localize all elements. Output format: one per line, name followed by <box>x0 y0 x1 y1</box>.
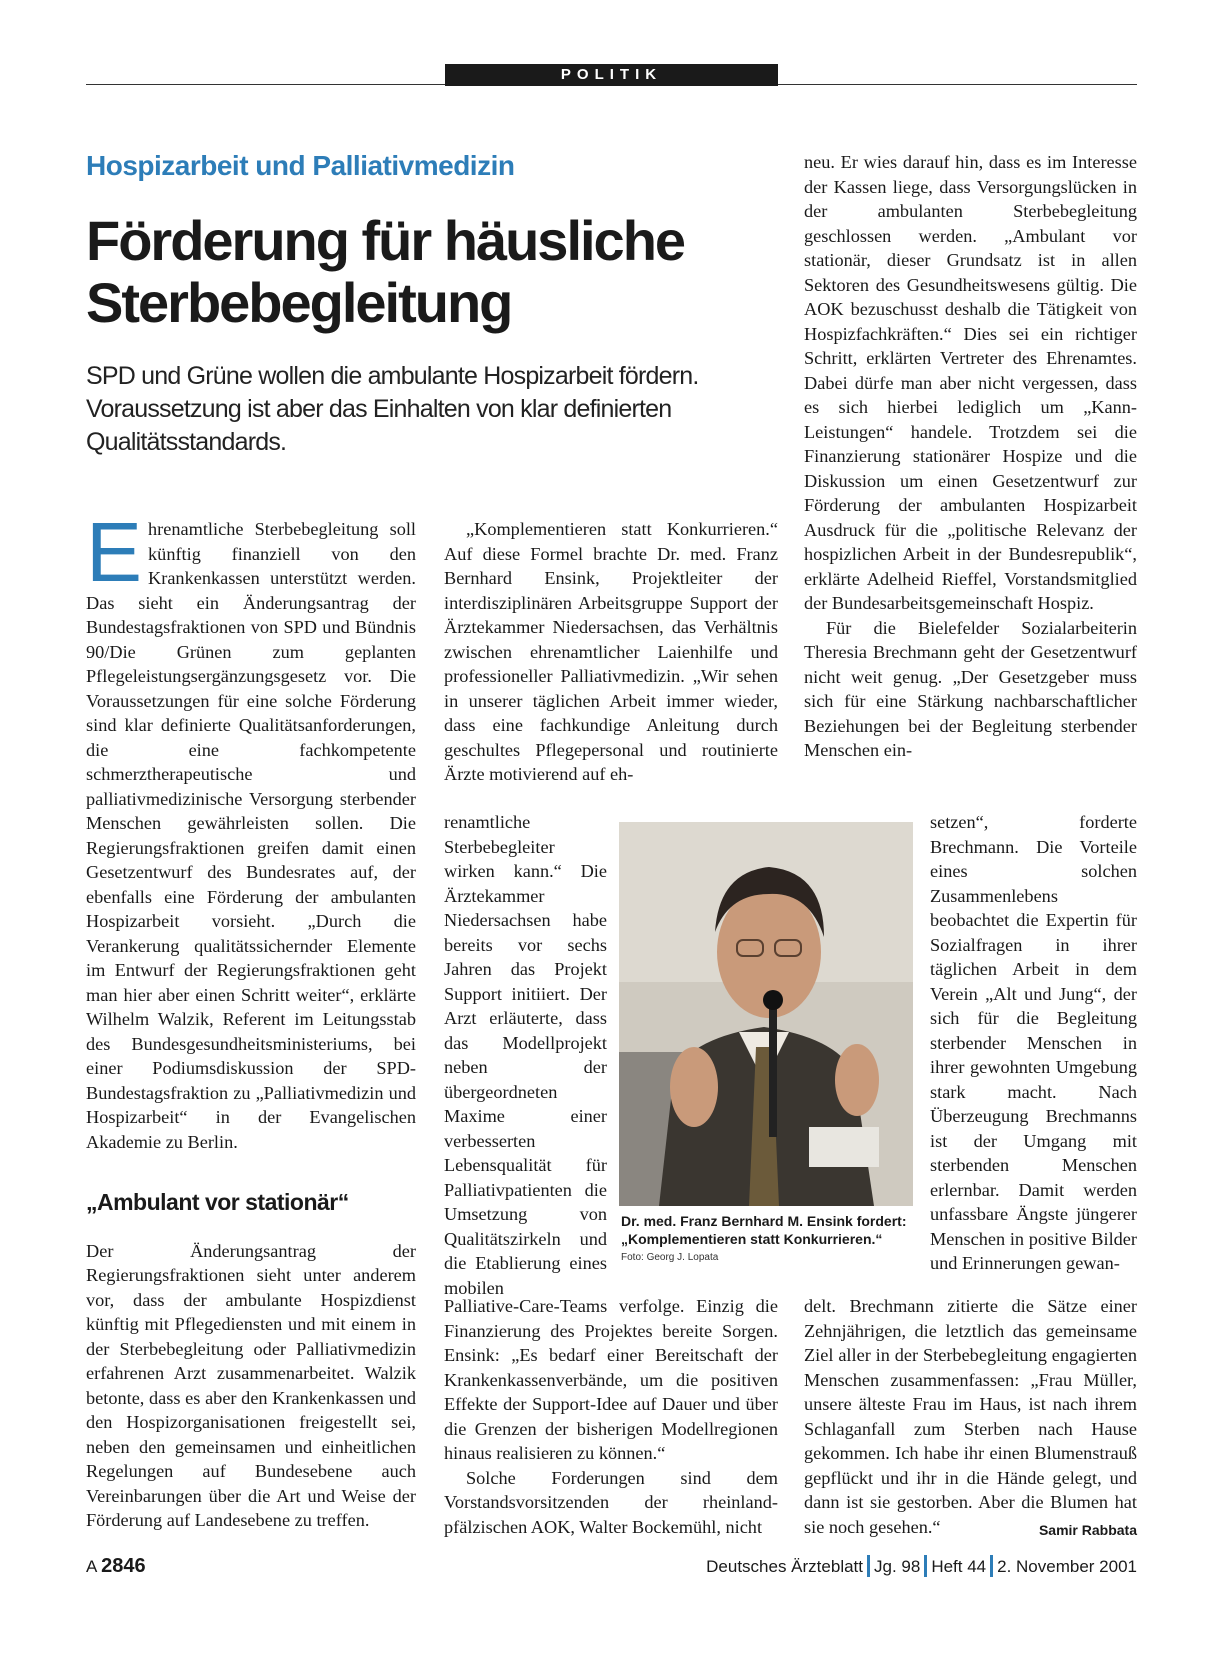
paragraph: setzen“, forderte Brechmann. Die Vorteile eines solchen Zusammenlebens beobachtet die Expertin für Sozialfragen in ihrer täglichen Arbeit in dem Verein „Alt und Jung“, der sich für die Begleitung sterbender Menschen in ihrer gewohnten Umgebung stark macht. Nach Überzeugung Brechmanns ist der Umgang mit sterbenden Menschen erlernbar. Damit werden unfassbare Ängste jüngerer Menschen in positive Bilder und Erinnerungen gewan- <box>930 812 1137 1273</box>
page-prefix: A <box>86 1557 97 1576</box>
paragraph: Der Änderungsantrag der Regierungsfraktionen sieht unter anderem vor, dass der ambulante Hospizdienst künftig mit Pflegediensten und mit einem in der Sterbebegleitung oder Palliativmedizin erfahrenen Arzt zusammenarbeitet. Walzik betonte, dass es aber den Krankenkassen und den Hospizorganisationen freigestellt sei, neben den gemeinsamen und einheitlichen Regelungen auf Bundesebene auch Vereinbarungen über die Art und Weise der Förderung auf Landesebene zu treffen. <box>86 1240 416 1530</box>
photo-caption <box>621 1212 921 1263</box>
article-kicker: Hospizarbeit und Palliativmedizin <box>86 150 515 181</box>
drop-cap: E <box>86 505 143 599</box>
caption-line-1: Dr. med. Franz Bernhard M. Ensink fordert: <box>621 1213 907 1229</box>
subheading: „Ambulant vor stationär“ <box>86 1189 349 1215</box>
paragraph: Für die Bielefelder Sozialarbeiterin Theresia Brechmann geht der Gesetzentwurf nicht weit genug. „Der Gesetzgeber muss sich für eine Stärkung nachbarschaftlicher Beziehungen bei der Begleitung sterbender Menschen ein- <box>804 617 1137 760</box>
separator <box>924 1555 927 1577</box>
separator <box>990 1555 993 1577</box>
column-3-bottom <box>804 1294 1137 1542</box>
separator <box>867 1555 870 1577</box>
section-label: POLITIK <box>445 64 778 86</box>
issue: Heft 44 <box>931 1557 987 1576</box>
headline-line-2: Sterbebegleitung <box>86 271 512 334</box>
caption-line-2: „Komplementieren statt Konkurrieren.“ <box>621 1231 883 1247</box>
closing-text: delt. Brechmann zitierte die Sätze einer Zehnjährigen, die letztlich das gemeinsame Ziel aller in der Sterbebegleitung engagierten Menschen zusammenfassen: „Frau Müller, unsere älteste Frau im Haus, ist nach ihrem Schlaganfall zum Sterben nach Hause gekommen. Ich habe ihr einen Blumenstrauß gepflückt und ihr in die Hände gelegt, und dann ist sie gestorben. Aber die Blumen hat sie noch gesehen.“ <box>804 1296 1137 1537</box>
paragraph: renamtliche Sterbebegleiter wirken kann.“ Die Ärztekammer Niedersachsen habe bereits vor sechs Jahren das Projekt Support initiiert. Der Arzt erläuterte, dass das Modellprojekt neben der übergeordneten Maxime einer verbesserten Lebensqualität für Palliativpatienten die Umsetzung von Qualitätszirkeln und die Etablierung eines mobilen <box>444 812 607 1298</box>
paragraph <box>804 1294 1137 1539</box>
paragraph: Solche Forderungen sind dem Vorstandsvorsitzenden der rheinland-pfälzischen AOK, Walter Bockemühl, nicht <box>444 1467 778 1537</box>
page-number-value: 2846 <box>101 1555 146 1577</box>
headline-line-1: Förderung für häusliche <box>86 209 685 272</box>
photo-credit: Foto: Georg J. Lopata <box>621 1252 719 1263</box>
column-1 <box>86 505 416 1533</box>
column-2-bottom <box>444 1294 778 1539</box>
intro-text: hrenamtliche Sterbebegleitung soll künftig finanziell von den Krankenkassen unterstützt werden. Das sieht ein Änderungsantrag der Bundestagsfraktionen von SPD und Bündnis 90/Die Grünen zum geplanten Pflegeleistungsergänzungsgesetz vor. Die Voraussetzungen für eine solche Förderung sind klar definierte Qualitätsanforderungen, die eine fachkompetente schmerztherapeutische und palliativmedizinische Versorgung sterbender Menschen gewährleisten sollen. Die Regierungsfraktionen greifen damit einen Gesetzentwurf des Bundesrates auf, der ebenfalls eine Förderung der ambulanten Hospizarbeit vorsieht. „Durch die Verankerung qualitätssichernder Elemente im Entwurf der Regierungsfraktionen geht man hier aber einen Schritt weiter“, erklärte Wilhelm Walzik, Referent im Leitungsstab des Bundesgesundheitsministeriums, bei einer Podiumsdiskussion der SPD-Bundestagsfraktion zu „Palliativmedizin und Hospizarbeit“ in der Evangelischen Akademie zu Berlin. <box>86 519 416 1152</box>
volume: Jg. 98 <box>874 1557 921 1576</box>
column-3-narrow <box>930 810 1137 1276</box>
issue-date: 2. November 2001 <box>997 1557 1137 1576</box>
page-number <box>86 1555 146 1578</box>
author-name: Samir Rabbata <box>1038 1521 1137 1538</box>
journal-footer <box>706 1555 1137 1577</box>
column-3 <box>804 150 1137 763</box>
article-photo <box>619 822 913 1206</box>
column-2-narrow <box>444 810 607 1300</box>
article-deck: SPD und Grüne wollen die ambulante Hospizarbeit fördern. Voraussetzung ist aber das Einhalten von klar definierten Qualitätsstandards. <box>86 362 699 456</box>
column-2 <box>444 517 778 787</box>
intro-paragraph <box>86 505 416 1154</box>
portrait-image <box>619 822 913 1206</box>
paragraph: „Komplementieren statt Konkurrieren.“ Auf diese Formel brachte Dr. med. Franz Bernhard Ensink, Projektleiter der interdisziplinären Arbeitsgruppe Support der Ärztekammer Niedersachsen, das Verhältnis zwischen ehrenamtlicher Laienhilfe und professioneller Palliativmedizin. „Wir sehen in unserer täglichen Arbeit immer wieder, dass eine fachkundige Anleitung durch geschultes Pflegepersonal und routinierte Ärzte motivierend auf eh- <box>444 519 778 784</box>
article-headline <box>86 210 776 334</box>
journal-name: Deutsches Ärzteblatt <box>706 1557 863 1576</box>
paragraph: neu. Er wies darauf hin, dass es im Interesse der Kassen liege, dass Versorgungslücken in der ambulanten Sterbebegleitung geschlossen werden. „Ambulant vor stationär, dieser Grundsatz ist in allen Sektoren des Gesundheitswesens gültig. Die AOK bezuschusst deshalb die Tätigkeit von Hospizfachkräften.“ Dies sei ein richtiger Schritt, erklärten Vertreter des Ehrenamtes. Dabei dürfe man aber nicht vergessen, dass es sich hierbei lediglich um „Kann-Leistungen“ handele. Trotzdem sei die Finanzierung stationärer Hospize und die Diskussion um einen Gesetzentwurf zur Förderung der ambulanten Hospizarbeit Ausdruck für die „politische Relevanz der hospizlichen Arbeit in der Bundesrepublik“, erklärte Adelheid Rieffel, Vorstandsmitglied der Bundesarbeitsgemeinschaft Hospiz. <box>804 152 1137 613</box>
paragraph: Palliative-Care-Teams verfolge. Einzig die Finanzierung des Projektes bereite Sorgen. Ensink: „Es bedarf einer Bereitschaft der Krankenkassenverbände, um die positiven Effekte der Support-Idee auf Dauer und über die Grenzen der bisherigen Modellregionen hinaus realisieren zu können.“ <box>444 1296 778 1463</box>
